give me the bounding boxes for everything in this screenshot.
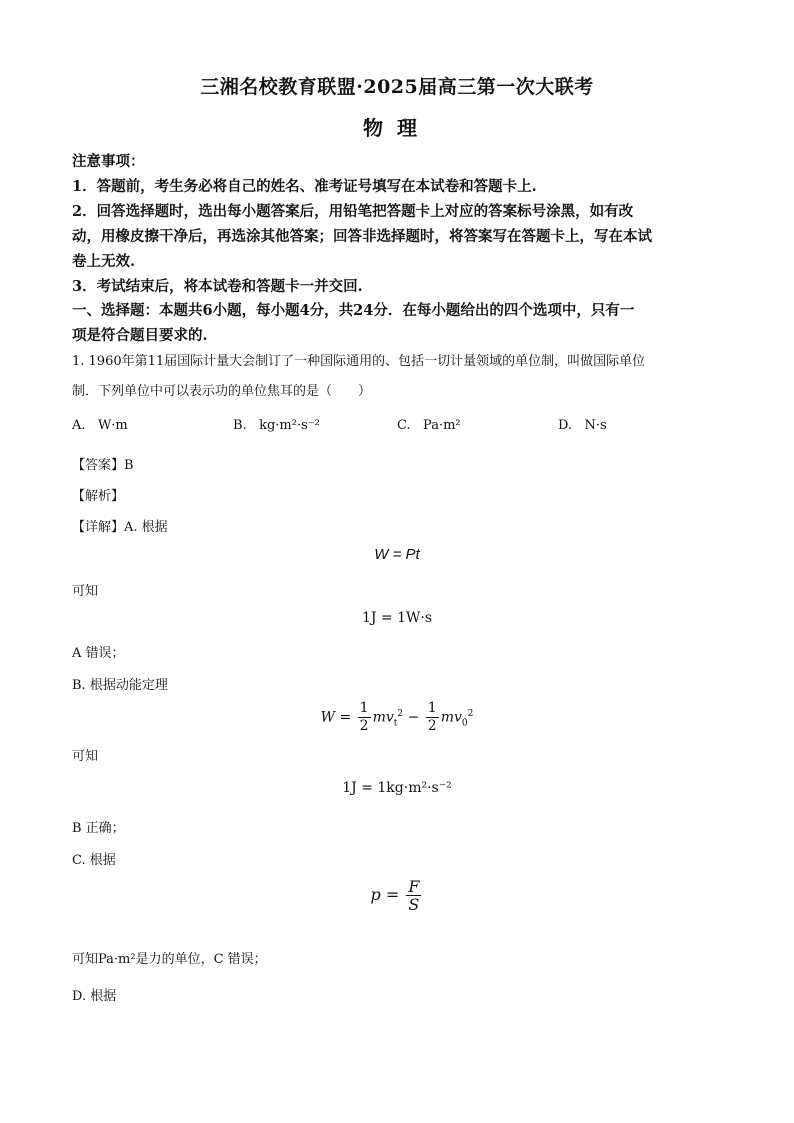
option-d-text: N·s (584, 418, 607, 433)
c-conclusion-text: 可知Pa·m²是力的单位，C 错误； (72, 952, 267, 967)
equation-joule-si: 1J = 1kg·m²·s⁻² (342, 780, 452, 796)
option-a-label: A. (72, 418, 86, 433)
subject-title: 物理 (363, 116, 431, 140)
option-c-label: C. (397, 418, 411, 433)
equation-pressure: p = $\frac{F}{S}$ (370, 877, 420, 914)
half-fraction: $\frac{1}{2}$ (427, 700, 437, 734)
option-d-label: D. (558, 418, 573, 433)
notice-item-3: 3．考试结束后，将本试卷和答题卡一并交回. (72, 278, 363, 295)
notice-item-1: 1．答题前，考生务必将自己的姓名、准考证号填写在本试卷和答题卡上. (72, 178, 537, 195)
section-heading-line1: 一、选择题：本题共6小题，每小题4分，共24分．在每小题给出的四个选项中，只有一 (72, 302, 635, 319)
question-1-line1: 1. 1960年第11届国际计量大会制订了一种国际通用的、包括一切计量领域的单位制，叫做国际单位 (72, 354, 646, 369)
half-fraction: $\frac{1}{2}$ (359, 700, 369, 734)
a-wrong-text: A 错误； (72, 646, 125, 661)
option-b (233, 418, 320, 433)
detail-line: 【详解】A. 根据 (72, 520, 168, 535)
question-1-line2: 制．下列单位中可以表示功的单位焦耳的是（ ） (72, 384, 372, 399)
notice-item-2-end: 卷上无效. (72, 253, 136, 270)
answer-tag: 【答案】B (72, 458, 134, 473)
conclusion-label-2: 可知 (72, 749, 99, 764)
option-a-text: W·m (97, 418, 128, 433)
option-c (397, 418, 461, 433)
equation-kinetic-energy-theorem: W = $\frac{1}{2}$ $mv_t^2$ − $\frac{1}{2}$ $mv_0^2$ (320, 700, 474, 734)
notice-item-2: 2．回答选择题时，选出每小题答案后，用铅笔把答题卡上对应的答案标号涂黑，如有改 (72, 203, 634, 220)
notice-heading: 注意事项： (72, 153, 145, 170)
d-basis-text: D. 根据 (72, 989, 117, 1004)
option-b-text: kg·m²·s⁻² (259, 418, 320, 433)
option-a (72, 418, 128, 433)
notice-item-2-cont: 动，用橡皮擦干净后，再选涂其他答案；回答非选择题时，将答案写在答题卡上，写在本试 (72, 228, 652, 245)
exam-title: 三湘名校教育联盟·2025届高三第一次大联考 (200, 76, 594, 98)
option-b-label: B. (233, 418, 247, 433)
f-over-s-fraction: $\frac{F}{S}$ (408, 877, 420, 914)
conclusion-label-1: 可知 (72, 584, 99, 599)
equation-joule-watt: 1J = 1W·s (361, 610, 433, 626)
c-basis-text: C. 根据 (72, 853, 116, 868)
analysis-tag: 【解析】 (72, 489, 125, 504)
b-right-text: B 正确； (72, 821, 125, 836)
b-basis-text: B. 根据动能定理 (72, 678, 168, 693)
equation-w-pt: W = Pt (374, 546, 420, 563)
option-c-text: Pa·m² (423, 418, 461, 433)
section-heading-line2: 项是符合题目要求的. (72, 327, 208, 344)
option-d (558, 418, 607, 433)
